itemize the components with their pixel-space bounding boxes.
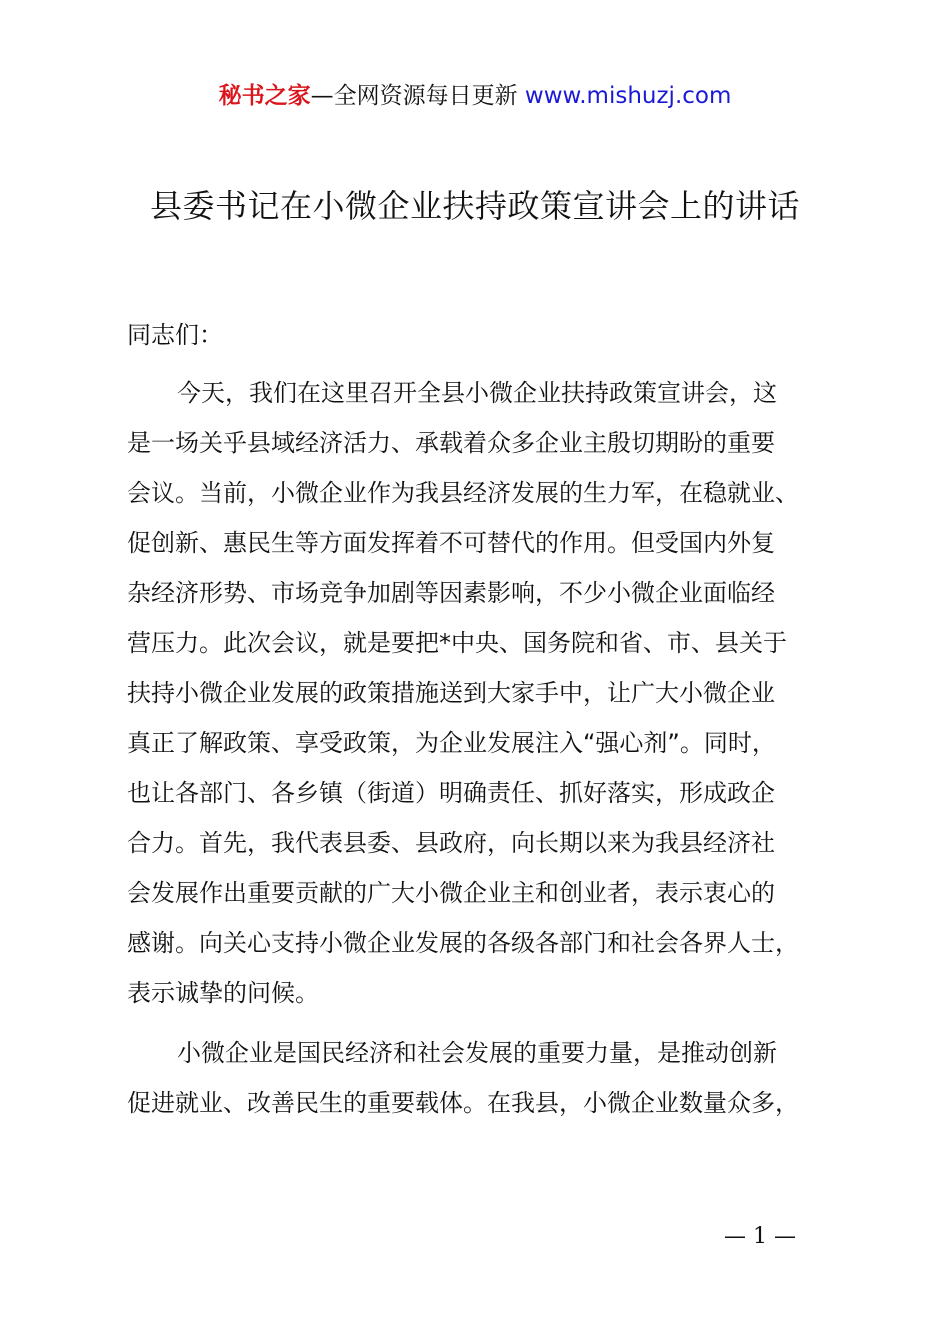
text-line: 表示诚挚的问候。 bbox=[127, 979, 319, 1007]
text-line: 小微企业是国民经济和社会发展的重要力量，是推动创新 bbox=[177, 1039, 777, 1067]
text-line: 杂经济形势、市场竞争加剧等因素影响，不少小微企业面临经 bbox=[127, 579, 775, 607]
text-line: 会发展作出重要贡献的广大小微企业主和创业者，表示衷心的 bbox=[127, 879, 775, 907]
site-url-link[interactable]: www.mishuzj.com bbox=[524, 83, 732, 109]
header-tagline: —全网资源每日更新 bbox=[310, 83, 518, 109]
site-header bbox=[0, 80, 950, 112]
text-line: 是一场关乎县域经济活力、承载着众多企业主殷切期盼的重要 bbox=[127, 429, 775, 457]
text-line: 会议。当前，小微企业作为我县经济发展的生力军，在稳就业、 bbox=[127, 479, 799, 507]
paragraph-2 bbox=[127, 1028, 862, 1128]
document-title: 县委书记在小微企业扶持政策宣讲会上的讲话 bbox=[149, 187, 800, 225]
text-line: 合力。首先，我代表县委、县政府，向长期以来为我县经济社 bbox=[127, 829, 775, 857]
text-line: 促进就业、改善民生的重要载体。在我县，小微企业数量众多， bbox=[127, 1089, 799, 1117]
paragraph-1 bbox=[127, 368, 862, 1018]
text-line: 今天，我们在这里召开全县小微企业扶持政策宣讲会，这 bbox=[177, 379, 777, 407]
text-line: 感谢。向关心支持小微企业发展的各级各部门和社会各界人士， bbox=[127, 929, 799, 957]
page-number: — 1 — bbox=[724, 1224, 796, 1249]
text-line: 营压力。此次会议，就是要把*中央、国务院和省、市、县关于 bbox=[127, 629, 787, 657]
text-line: 真正了解政策、享受政策，为企业发展注入“强心剂”。同时， bbox=[127, 729, 776, 757]
text-line: 也让各部门、各乡镇（街道）明确责任、抓好落实，形成政企 bbox=[127, 779, 775, 807]
brand-name: 秘书之家 bbox=[218, 83, 311, 109]
salutation: 同志们： bbox=[127, 321, 223, 349]
text-line: 扶持小微企业发展的政策措施送到大家手中，让广大小微企业 bbox=[127, 679, 775, 707]
text-line: 促创新、惠民生等方面发挥着不可替代的作用。但受国内外复 bbox=[127, 529, 775, 557]
